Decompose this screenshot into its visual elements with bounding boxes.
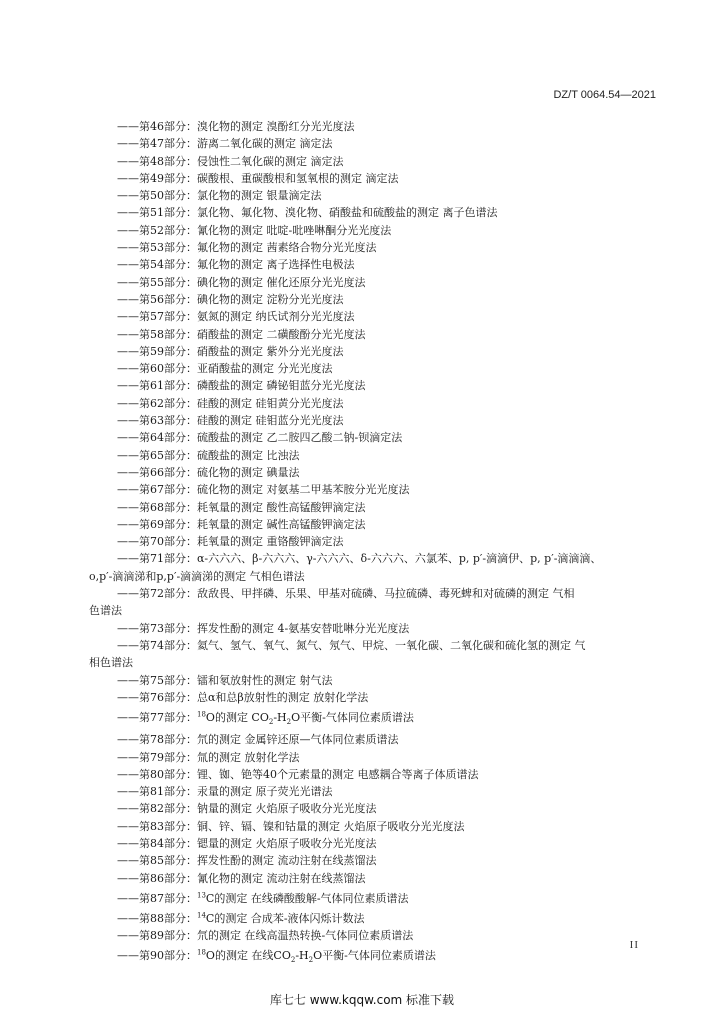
parts-list — [89, 118, 659, 969]
list-item — [89, 766, 659, 783]
page-number: II — [629, 939, 639, 951]
list-item-part-87: ——第87部分：$^{13}$C的测定 在线磷酸酸解-气体同位素质谱法 — [117, 890, 409, 905]
list-item-text: ——第78部分：氘的测定 金属锌还原—气体同位素质谱法 — [117, 733, 399, 747]
list-item — [89, 170, 659, 187]
list-item-text: ——第79部分：氚的测定 放射化学法 — [117, 750, 300, 764]
list-item-text: ——第47部分：游离二氧化碳的测定 滴定法 — [117, 137, 333, 151]
list-item-text: ——第51部分：氯化物、氟化物、溴化物、硝酸盐和硫酸盐的测定 离子色谱法 — [117, 206, 498, 220]
list-item-text: ——第50部分：氯化物的测定 银量滴定法 — [117, 189, 322, 203]
list-item-part-72: ——第72部分：敌敌畏、甲拌磷、乐果、甲基对硫磷、马拉硫磷、毒死蜱和对硫磷的测定 气相 — [117, 587, 575, 601]
list-item — [89, 731, 659, 748]
list-item — [89, 852, 659, 869]
list-item-text: ——第70部分：耗氧量的测定 重铬酸钾滴定法 — [117, 535, 344, 549]
list-item — [89, 308, 659, 325]
list-item — [89, 412, 659, 429]
list-item — [89, 153, 659, 170]
list-item — [89, 783, 659, 800]
list-item — [89, 689, 659, 706]
list-item — [89, 256, 659, 273]
list-item-text: ——第52部分：氰化物的测定 吡啶-吡唑啉酮分光光度法 — [117, 223, 392, 237]
list-item — [89, 239, 659, 256]
list-item-text: ——第69部分：耗氧量的测定 碱性高锰酸钾滴定法 — [117, 517, 366, 531]
list-item-part-89: ——第89部分：氘的测定 在线高温热转换-气体同位素质谱法 — [117, 928, 414, 942]
list-item-text: ——第64部分：硫酸盐的测定 乙二胺四乙酸二钠-钡滴定法 — [117, 431, 403, 445]
list-item-part-73: ——第73部分：挥发性酚的测定 4-氨基安替吡啉分光光度法 — [117, 621, 410, 635]
list-item — [89, 222, 659, 239]
list-item-part-71: ——第71部分：α-六六六、β-六六六、γ-六六六、δ-六六六、六氯苯、p, p′-滴滴伊、p, p′-滴滴滴、 — [117, 552, 602, 566]
list-item-text: ——第58部分：硝酸盐的测定 二磺酸酚分光光度法 — [117, 327, 366, 341]
list-item-text: ——第59部分：硝酸盐的测定 紫外分光光度法 — [117, 344, 344, 358]
list-item — [89, 291, 659, 308]
list-item — [89, 499, 659, 516]
list-item — [89, 800, 659, 817]
list-item — [89, 360, 659, 377]
list-item — [89, 274, 659, 291]
list-item-text: ——第62部分：硅酸的测定 硅钼黄分光光度法 — [117, 396, 344, 410]
list-item — [89, 464, 659, 481]
list-item — [89, 429, 659, 446]
list-item-text: ——第48部分：侵蚀性二氧化碳的测定 滴定法 — [117, 154, 344, 168]
list-item-text: ——第53部分：氟化物的测定 茜素络合物分光光度法 — [117, 241, 377, 255]
list-item-part-74-continuation: 相色谱法 — [89, 656, 133, 670]
list-item — [89, 870, 659, 887]
list-item-text: ——第63部分：硅酸的测定 硅钼蓝分光光度法 — [117, 414, 344, 428]
list-item-part-72-continuation: 色谱法 — [89, 604, 122, 618]
list-item-text: ——第56部分：碘化物的测定 淀粉分光光度法 — [117, 292, 344, 306]
list-item-text: ——第65部分：硫酸盐的测定 比浊法 — [117, 448, 300, 462]
list-item-text: ——第85部分：挥发性酚的测定 流动注射在线蒸馏法 — [117, 854, 377, 868]
footer-watermark: 库七七 www.kqqw.com 标准下载 — [269, 993, 455, 1007]
list-item-part-71-continuation: o,p′-滴滴涕和p,p′-滴滴涕的测定 气相色谱法 — [89, 569, 305, 583]
list-item-text: ——第61部分：磷酸盐的测定 磷铋钼蓝分光光度法 — [117, 379, 366, 393]
list-item-text: ——第83部分：铜、锌、镉、镍和钴量的测定 火焰原子吸收分光光度法 — [117, 819, 465, 833]
list-item — [89, 187, 659, 204]
list-item — [89, 818, 659, 835]
list-item — [89, 516, 659, 533]
list-item — [89, 326, 659, 343]
list-item-text: ——第68部分：耗氧量的测定 酸性高锰酸钾滴定法 — [117, 500, 366, 514]
list-item-text: ——第82部分：钠量的测定 火焰原子吸收分光光度法 — [117, 802, 377, 816]
list-item — [89, 533, 659, 550]
list-item-part-88: ——第88部分：$^{14}$C的测定 合成苯-液体闪烁计数法 — [117, 910, 365, 925]
list-item-text: ——第55部分：碘化物的测定 催化还原分光光度法 — [117, 275, 366, 289]
list-item-text: ——第67部分：硫化物的测定 对氨基二甲基苯胺分光光度法 — [117, 483, 410, 497]
list-item-text: ——第57部分：氨氮的测定 纳氏试剂分光光度法 — [117, 310, 355, 324]
list-item-text: ——第60部分：亚硝酸盐的测定 分光光度法 — [117, 362, 333, 376]
list-item — [89, 447, 659, 464]
list-item-part-77: ——第77部分：$^{18}$O的测定 $CO_2-H_2O$平衡-气体同位素质谱法 — [117, 710, 414, 726]
list-item-text: ——第54部分：氟化物的测定 离子选择性电极法 — [117, 258, 355, 272]
list-item-text: ——第76部分：总α和总β放射性的测定 放射化学法 — [117, 690, 369, 704]
list-item — [89, 377, 659, 394]
list-item — [89, 481, 659, 498]
list-item — [89, 118, 659, 135]
list-item-text: ——第84部分：锶量的测定 火焰原子吸收分光光度法 — [117, 837, 377, 851]
list-item-text: ——第49部分：碳酸根、重碳酸根和氢氧根的测定 滴定法 — [117, 171, 399, 185]
list-item-text: ——第66部分：硫化物的测定 碘量法 — [117, 465, 300, 479]
list-item-text: ——第80部分：锂、铷、铯等40个元素量的测定 电感耦合等离子体质谱法 — [117, 767, 479, 781]
list-item — [89, 343, 659, 360]
list-item-text: ——第81部分：汞量的测定 原子荧光光谱法 — [117, 785, 333, 799]
list-item — [89, 395, 659, 412]
list-item-text: ——第86部分：氰化物的测定 流动注射在线蒸馏法 — [117, 871, 366, 885]
list-item — [89, 135, 659, 152]
list-item-part-74: ——第74部分：氦气、氢气、氧气、氮气、氖气、甲烷、一氧化碳、二氧化碳和硫化氢的测定 气 — [117, 638, 586, 652]
list-item — [89, 672, 659, 689]
list-item — [89, 835, 659, 852]
list-item-text: ——第46部分：溴化物的测定 溴酚红分光光度法 — [117, 120, 355, 133]
list-item — [89, 204, 659, 221]
standard-header-code: DZ/T 0064.54—2021 — [553, 89, 656, 101]
list-item — [89, 749, 659, 766]
list-item-text: ——第75部分：镭和氡放射性的测定 射气法 — [117, 673, 333, 687]
list-item-part-90: ——第90部分：$^{18}$O的测定 在线$CO_2-H_2O$平衡-气体同位素质谱法 — [117, 948, 436, 964]
